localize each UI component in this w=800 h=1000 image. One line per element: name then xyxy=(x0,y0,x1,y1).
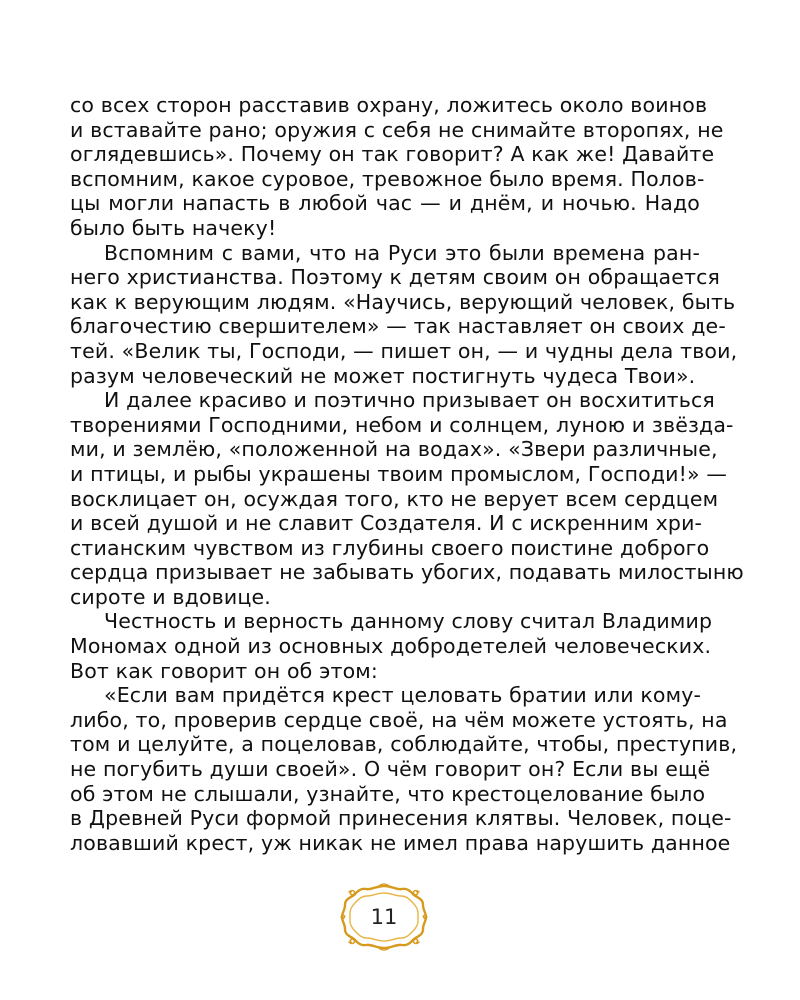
text-line: Вспомним с вами, что на Руси это были времена ран- xyxy=(104,240,700,265)
text-line: и вставайте рано; оружия с себя не снимайте второпях, не xyxy=(70,117,724,142)
text-line: оглядевшись». Почему он так говорит? А как же! Давайте xyxy=(70,142,715,167)
text-line: не погубить души своей». О чём говорит он? Если вы ещё xyxy=(70,757,711,782)
text-line: ловавший крест, уж никак не имел права нарушить данное xyxy=(70,830,731,855)
text-line: и всей душой и не славит Создателя. И с искренним хри- xyxy=(70,511,703,536)
text-line: творениями Господними, небом и солнцем, луною и звёзда- xyxy=(70,412,734,437)
page-number: 11 xyxy=(370,905,398,929)
text-line: стианским чувством из глубины своего поистине доброго xyxy=(70,535,710,560)
text-line: сердца призывает не забывать убогих, подавать милостыню xyxy=(70,560,744,585)
text-line: И далее красиво и поэтично призывает он восхититься xyxy=(104,388,715,413)
text-line: восклицает он, осуждая того, кто не верует всем сердцем xyxy=(70,486,719,511)
text-line: разум человеческий не может постигнуть чудеса Твои». xyxy=(70,363,696,388)
text-line: него христианства. Поэтому к детям своим он обращается xyxy=(70,265,720,290)
text-line: тей. «Велик ты, Господи, — пишет он, — и чудны дела твои, xyxy=(70,338,738,363)
text-line: было быть начеку! xyxy=(70,215,277,240)
text-line: том и целуйте, а поцеловав, соблюдайте, чтобы, преступив, xyxy=(70,732,738,757)
text-line: и птицы, и рыбы украшены твоим промыслом, Господи!» — xyxy=(70,461,728,486)
text-line: вспомним, какое суровое, тревожное было время. Полов- xyxy=(70,166,705,191)
text-line: либо, то, проверив сердце своё, на чём можете устоять, на xyxy=(70,707,728,732)
text-line: цы могли напасть в любой час — и днём, и ночью. Надо xyxy=(70,191,700,216)
body-text xyxy=(70,93,744,855)
text-line: Вот как говорит он об этом: xyxy=(70,658,378,683)
text-line: сироте и вдовице. xyxy=(70,584,271,609)
text-line: «Если вам придётся крест целовать братии или кому- xyxy=(104,683,702,708)
text-line: Честность и верность данному слову считал Владимир xyxy=(104,609,713,634)
text-line: в Древней Руси формой принесения клятвы. Человек, поце- xyxy=(70,806,732,831)
text-line: со всех сторон расставив охрану, ложитесь около воинов xyxy=(70,93,708,117)
text-line: Мономах одной из основных добродетелей человеческих. xyxy=(70,634,712,659)
text-line: ми, и землёю, «положенной на водах». «Звери различные, xyxy=(70,437,718,462)
text-line: благочестию свершителем» — так наставляет он своих де- xyxy=(70,314,726,339)
text-line: об этом не слышали, узнайте, что крестоцелование было xyxy=(70,781,706,806)
text-line: как к верующим людям. «Научись, верующий человек, быть xyxy=(70,289,736,314)
page-number-ornament xyxy=(340,883,428,951)
